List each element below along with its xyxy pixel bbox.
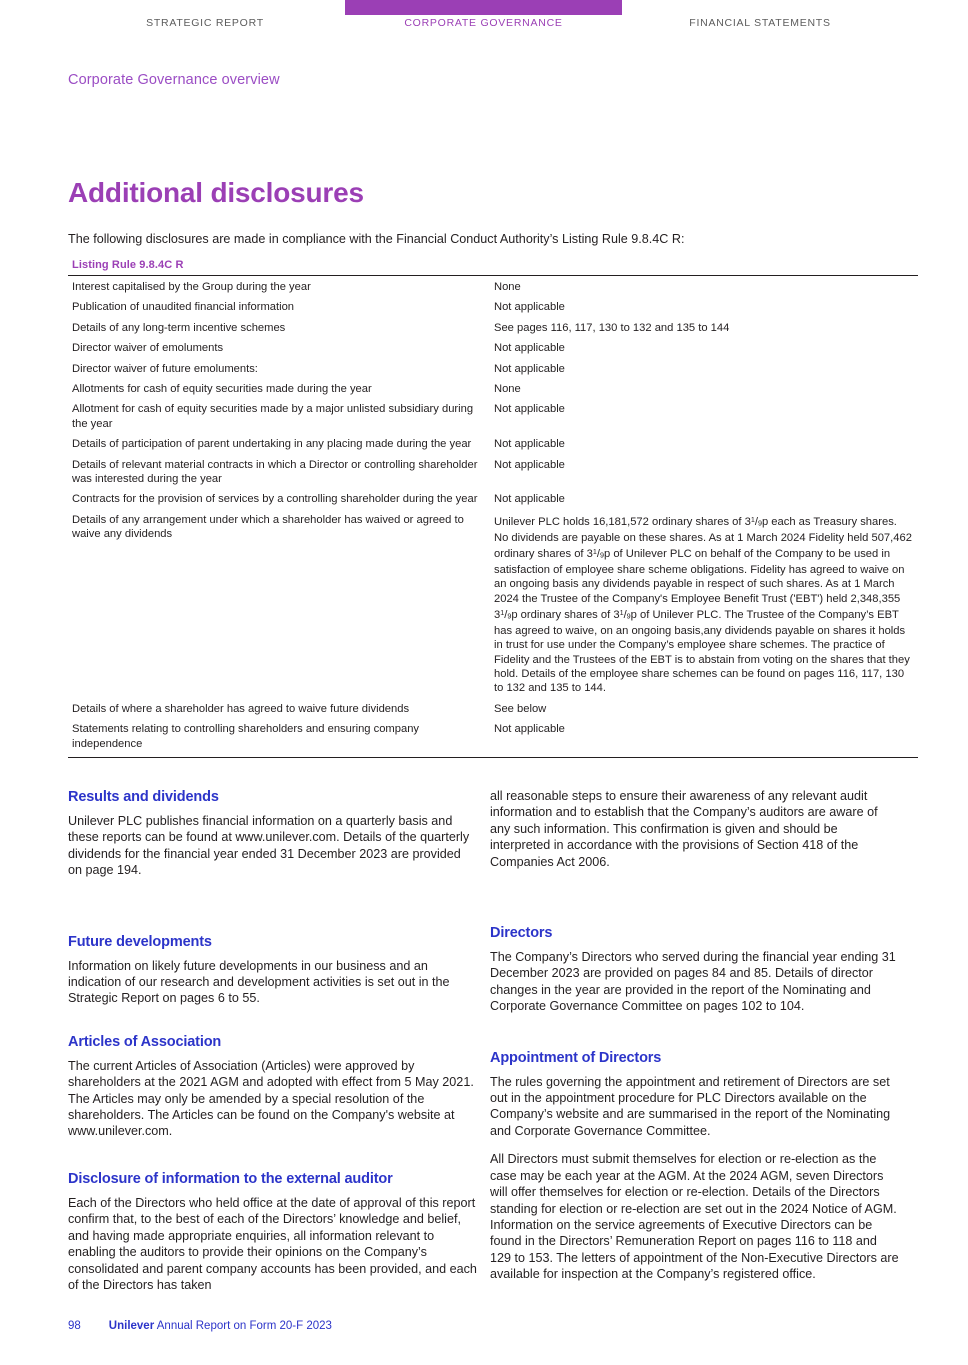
waiver-text-3: p of Unilever PLC on behalf of the Company to be used in satisfaction of employee share scheme obligations. Fidelity has agreed to waive on an ongoing basis any dividends payable in respect of such shares. As at 1 March 2024 the Trustee of the Company's Employee Benefit Trust ('EBT') held 2,348,355 [494,548,905,605]
fraction-three-one-ninth: $^1/_9$ [750,514,762,528]
table-row [68,276,918,298]
table-row [68,434,918,454]
table-row [68,379,918,399]
table-cell-item: Details of any long-term incentive schemes [72,321,286,334]
table-cell-item: Contracts for the provision of services by a controlling shareholder during the year [72,493,478,506]
section-heading: Articles of Association [68,1033,222,1050]
table-cell-value: Not applicable [494,301,565,314]
table-cell-value: Not applicable [494,403,565,416]
tab-corporate-governance[interactable]: CORPORATE GOVERNANCE [404,17,563,29]
right-column [490,788,900,1295]
footer-brand: Unilever [108,1320,155,1332]
section-heading: Disclosure of information to the external auditor [68,1170,393,1187]
table-cell-item: Details of any arrangement under which a shareholder has waived or agreed to waive any dividends [72,513,464,541]
table-cell-item: Director waiver of future emoluments: [72,362,258,375]
section-heading: Appointment of Directors [490,1049,662,1066]
waiver-text-4: p ordinary shares of 3 [511,609,620,622]
table-cell-item: Interest capitalised by the Group during the year [68,276,490,298]
table-cell-item: Allotments for cash of equity securities made during the year [72,383,372,396]
section-paragraph: The rules governing the appointment and retirement of Directors are set out in the appointment procedure for PLC Directors available on the Company’s website and are summarised in the report of the Nominating and Corporate Governance Committee. [490,1074,891,1138]
table-cell-value: Not applicable [494,493,565,506]
table-row [68,297,918,317]
table-header-label: Listing Rule 9.8.4C R [72,259,184,271]
table-cell-value: See pages 116, 117, 130 to 132 and 135 to 144 [494,321,730,334]
top-navigation [0,0,968,40]
section-paragraph: all reasonable steps to ensure their awareness of any relevant audit information and to establish that the Company’s auditors are aware of any such information. This confirmation is given and should be interpreted in accordance with the provisions of Section 418 of the Companies Act 2006. [490,789,878,869]
page-footer [68,1320,332,1332]
fraction-whole-three: $3^1/_9$ [494,608,512,622]
active-tab-indicator [345,0,622,15]
fraction-three-one-ninth: $^1/_9$ [592,547,604,561]
table-cell-value: None [494,383,521,396]
table-cell-value: Not applicable [494,362,565,375]
table-row [68,359,918,379]
breadcrumb[interactable]: Corporate Governance overview [68,72,280,88]
listing-rule-table [68,259,912,758]
section-future-developments [68,933,478,1007]
tab-strategic-report[interactable]: STRATEGIC REPORT [146,17,264,29]
section-disclosure-to-external-auditor [68,1170,478,1293]
table-row [68,399,918,434]
tab-financial-statements[interactable]: FINANCIAL STATEMENTS [689,17,831,29]
spacer [490,882,900,924]
spacer [68,1019,478,1033]
intro-paragraph: The following disclosures are made in compliance with the Financial Conduct Authority’s Listing Rule 9.8.4C R: [68,232,685,246]
section-paragraph: Each of the Directors who held office at the date of approval of this report confirm that, to the best of each of the Directors’ knowledge and belief, and having made appropriate enquiries, all information relevant to enabling the auditors to provide their opinions on the Company’s consolidated and parent company accounts has been provided, and each of the Directors has taken [68,1195,477,1292]
table-row [68,455,918,490]
section-heading: Directors [490,925,553,942]
left-column [68,788,478,1305]
table-cell-item: Details of participation of parent undertaking in any placing made during the year [72,438,472,451]
table-cell-value: Not applicable [490,719,918,757]
table-cell-value: Not applicable [494,342,565,355]
table-cell-item: Publication of unaudited financial information [72,301,295,314]
table-cell-item: Statements relating to controlling shareholders and ensuring company independence [68,719,490,757]
table-cell-value: Not applicable [494,458,565,471]
table-row [68,338,918,358]
table-row [68,318,918,338]
table-cell-item: Director waiver of emoluments [72,342,224,355]
table-row-dividend-waiver [68,510,918,699]
section-heading: Results and dividends [68,789,219,805]
section-directors [490,924,900,1015]
spacer [490,1027,900,1049]
table-cell-value-dividend-waiver [490,510,918,699]
page-title: Additional disclosures [68,177,364,208]
table-row [68,719,918,757]
waiver-text-1: Unilever PLC holds 16,181,572 ordinary shares of 3 [494,515,751,528]
table-row [68,489,918,509]
table-row [68,699,918,719]
table-cell-item: Details of relevant material contracts in which a Director or controlling shareholder was interested during the year [72,458,478,486]
section-heading: Future developments [68,933,212,950]
table-cell-item: Allotment for cash of equity securities made by a major unlisted subsidiary during the year [72,403,474,430]
table-cell-value: See below [494,702,547,715]
footer-page-number: 98 [68,1320,81,1332]
fraction-three-one-ninth: $^1/_9$ [619,608,631,622]
section-paragraph: The current Articles of Association (Articles) were approved by shareholders at the 2021 AGM and adopted with effect from 5 May 2021. The Articles may only be amended by a special resolution of the shareholders. The Articles can be found on the Company's website at www.unilever.com. [68,1058,474,1139]
section-paragraph: Unilever PLC publishes financial information on a quarterly basis and these reports can be found at www.unilever.com. Details of the quarterly dividends for the financial year ended 31 December 2023 are provided on page 194. [68,814,470,878]
spacer [68,1152,478,1170]
footer-report-title: Annual Report on Form 20-F 2023 [154,1320,332,1332]
waiver-text-5: p of Unilever PLC. The Trustee of the Company’s EBT has agreed to waive, on an ongoing basis,any dividends payable on shares it holds in trust for use under the Company’s employee share schemes. The practice of Fidelity and the Trustees of the EBT is to abstain from voting on the shares that they hold. Details of the employee share schemes can be found on pages 116, 117, 130 to 132 and 135 to 144. [494,609,910,695]
waiver-text-2: p each as Treasury shares. No dividends are payable on these shares. As at 1 March 2024 Fidelity held 507,462 ordinary shares of 3 [494,515,912,561]
section-articles-of-association [68,1033,478,1140]
section-appointment-of-directors [490,1049,900,1283]
section-auditor-continuation [490,788,900,870]
section-paragraph: All Directors must submit themselves for election or re-election as the case may be each year at the AGM. At the 2024 AGM, seven Directors will offer themselves for election or re-election. Details of the Directors standing for election or re-election are set out in the 2024 Notice of AGM. Information on the service agreements of Executive Directors can be found in the Directors’ Remuneration Report on pages 116 to 118 and 129 to 153. The letters of appointment of the Non-Executive Directors are available for inspection at the Company’s registered office. [490,1152,899,1282]
table-cell-value: Not applicable [494,438,565,451]
section-paragraph: Information on likely future developments in our business and an indication of our research and development activities is set out in the Strategic Report on pages 6 to 55. [68,958,450,1006]
spacer [68,891,478,933]
section-paragraph: The Company’s Directors who served during the financial year ending 31 December 2023 are provided on pages 84 and 85. Details of director changes in the year are provided in the report of the Nominating and Corporate Governance Committee on pages 102 to 104. [490,950,896,1014]
table-cell-item: Details of where a shareholder has agreed to waive future dividends [72,702,410,715]
section-results-and-dividends [68,788,478,879]
table-cell-value: None [490,276,918,298]
